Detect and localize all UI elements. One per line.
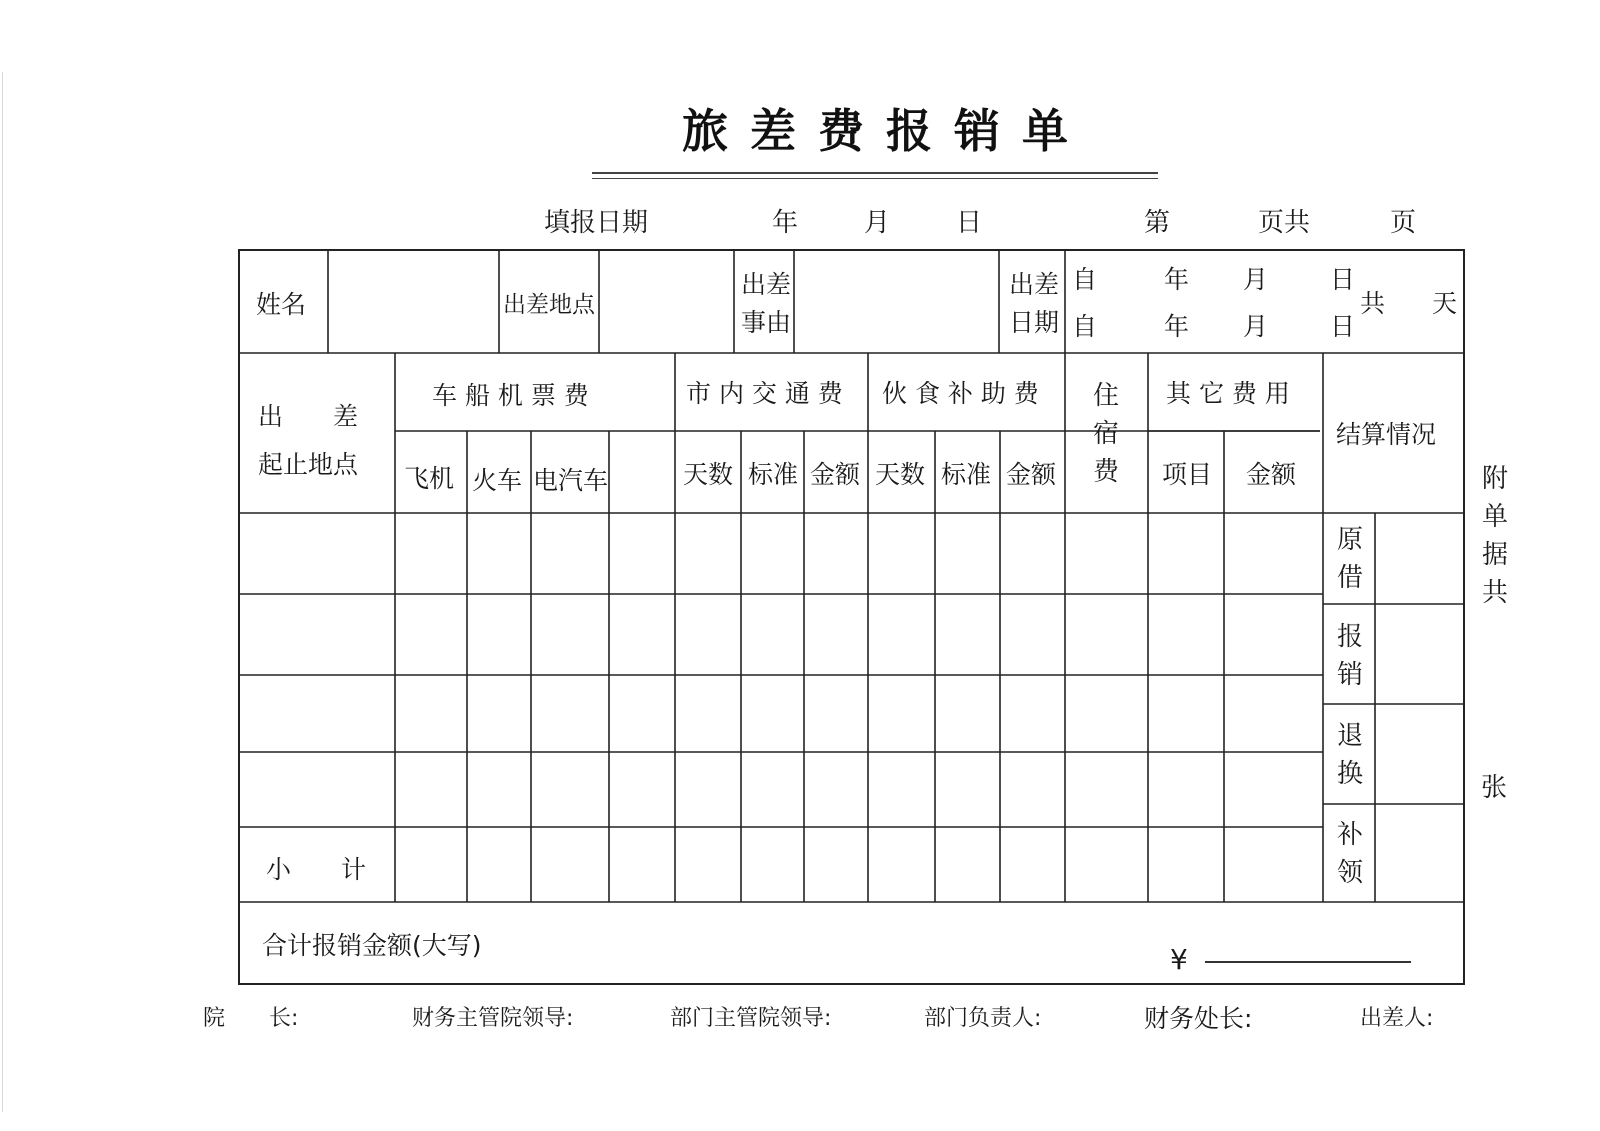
page-unit-label: 页 xyxy=(1390,208,1417,238)
route-label-1: 出 差 xyxy=(258,402,359,431)
local-amount-header: 金额 xyxy=(810,460,861,489)
local-days-header: 天数 xyxy=(683,460,734,489)
attachments-unit: 张 xyxy=(1481,773,1508,803)
dept-leader-signature-label: 部门主管院领导: xyxy=(670,1006,832,1031)
date-year-2: 年 xyxy=(1164,312,1190,341)
trip-date-label-2: 日期 xyxy=(1009,308,1060,337)
form-title: 旅差费报销单 xyxy=(682,104,1090,158)
date-month-2: 月 xyxy=(1243,312,1269,341)
days-unit-label: 天 xyxy=(1432,289,1458,318)
dept-head-signature-label: 部门负责人: xyxy=(924,1006,1042,1031)
meal-allowance-header: 伙 食 补 助 费 xyxy=(882,379,1039,408)
fill-date-day: 日 xyxy=(956,208,983,238)
finance-chief-signature-label: 财务处长: xyxy=(1144,1004,1253,1033)
date-from-2: 自 xyxy=(1072,312,1098,341)
local-standard-header: 标准 xyxy=(748,460,799,489)
total-amount-label: 合计报销金额(大写) xyxy=(262,931,482,960)
settle-supplement-label: 补领 xyxy=(1336,820,1363,888)
total-amount-line xyxy=(1205,961,1411,963)
route-label-2: 起止地点 xyxy=(258,450,359,479)
trip-place-label: 出差地点 xyxy=(503,292,595,318)
plane-header: 飞机 xyxy=(404,464,455,493)
meal-standard-header: 标准 xyxy=(941,460,992,489)
total-days-label: 共 xyxy=(1360,289,1386,318)
other-fee-header: 其 它 费 用 xyxy=(1166,379,1290,408)
ticket-fee-header: 车 船 机 票 费 xyxy=(432,381,589,410)
name-label: 姓名 xyxy=(256,290,307,319)
date-day-2: 日 xyxy=(1330,312,1356,341)
meal-days-header: 天数 xyxy=(875,460,926,489)
trip-reason-label-2: 事由 xyxy=(741,308,792,337)
finance-leader-signature-label: 财务主管院领导: xyxy=(412,1006,574,1031)
item-header: 项目 xyxy=(1162,460,1213,489)
settle-reimbursed-label: 报销 xyxy=(1336,622,1363,690)
fill-date-year: 年 xyxy=(772,208,799,238)
date-from-1: 自 xyxy=(1072,265,1098,294)
meal-amount-header: 金额 xyxy=(1006,460,1057,489)
traveler-signature-label: 出差人: xyxy=(1360,1006,1434,1031)
date-year-1: 年 xyxy=(1164,265,1190,294)
settle-borrowed-label: 原借 xyxy=(1336,525,1363,593)
lodging-header: 住宿费 xyxy=(1092,381,1119,487)
page-number-label: 第 xyxy=(1144,208,1171,238)
subtotal-label: 小 计 xyxy=(266,855,367,884)
settlement-header: 结算情况 xyxy=(1336,420,1437,449)
fill-date-month: 月 xyxy=(864,208,891,238)
settle-returned-label: 退换 xyxy=(1336,721,1363,789)
local-transport-header: 市 内 交 通 费 xyxy=(686,379,843,408)
dean-signature-label: 院 长: xyxy=(203,1006,299,1031)
attachments-label: 附单据共 xyxy=(1481,464,1508,608)
currency-symbol: ¥ xyxy=(1170,943,1188,976)
date-month-1: 月 xyxy=(1243,265,1269,294)
other-amount-header: 金额 xyxy=(1246,460,1297,489)
trip-date-label-1: 出差 xyxy=(1009,270,1060,299)
trip-reason-label-1: 出差 xyxy=(741,270,792,299)
page-total-label: 页共 xyxy=(1258,208,1311,238)
fill-date-label: 填报日期 xyxy=(544,208,649,238)
date-day-1: 日 xyxy=(1330,265,1356,294)
train-header: 火车 xyxy=(472,466,523,495)
bus-header: 电汽车 xyxy=(533,466,609,495)
